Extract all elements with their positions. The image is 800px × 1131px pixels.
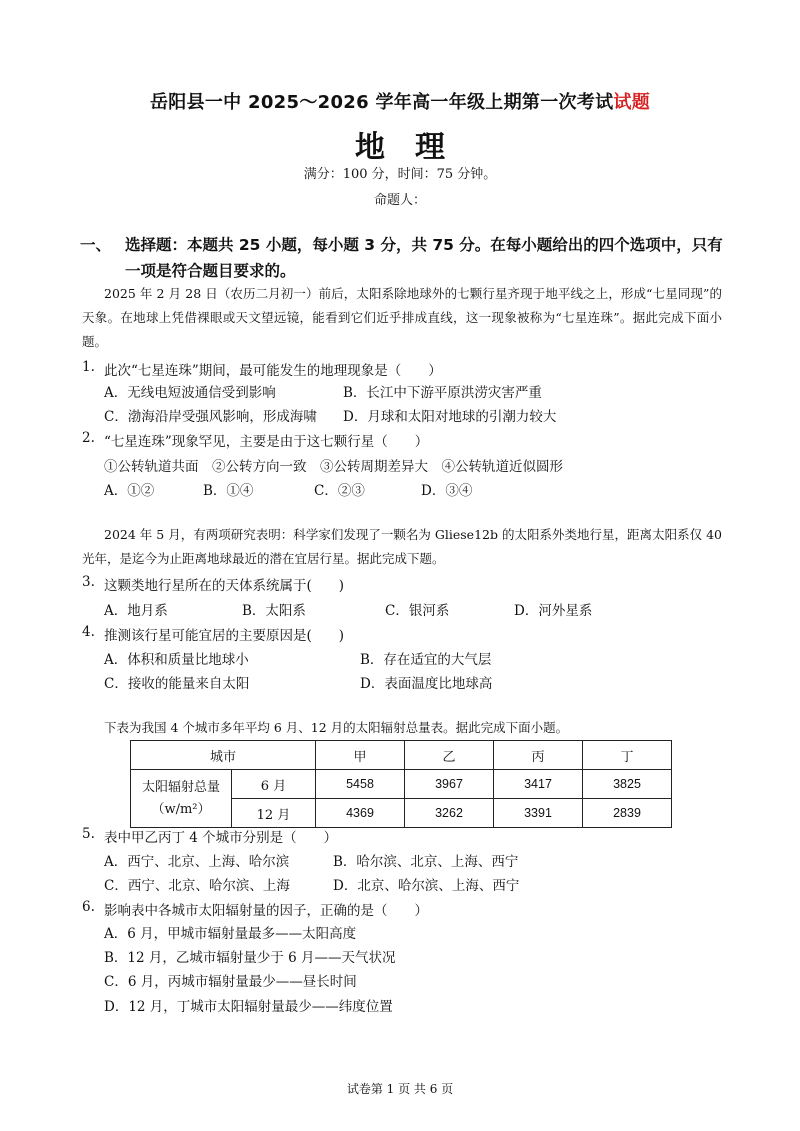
question-3-number: 3. [82,574,95,590]
question-4-option-a: A．体积和质量比地球小 [104,652,249,668]
table-cell: 3262 [405,799,494,828]
question-4-option-c: C．接收的能量来自太阳 [104,676,250,692]
score-time-info: 满分：100 分，时间：75 分钟。 [303,167,497,182]
section-number: 一、 [80,236,112,254]
passage-intro-1: 2025 年 2 月 28 日（农历二月初一）前后，太阳系除地球外的七颗行星齐现于地平线之上，形成“七星同现”的天象。在地球上凭借裸眼或天文望远镜，能看到它们近乎排成直线，这一现象被称为“七星连珠”。据此完成下面小题。 [82,286,722,349]
table-row-label [131,770,232,828]
question-2-items: ①公转轨道共面 ②公转方向一致 ③公转周期差异大 ④公转轨道近似圆形 [104,459,563,475]
question-1-option-d: D．月球和太阳对地球的引潮力较大 [343,409,557,425]
question-4-stem: 推测该行星可能宜居的主要原因是( ) [104,628,345,644]
question-3-option-b: B．太阳系 [242,603,306,619]
question-5-option-b: B．哈尔滨、北京、上海、西宁 [333,854,519,870]
table-cell: 3967 [405,770,494,799]
question-6-number: 6. [82,899,95,915]
table-cell: 3417 [494,770,583,799]
question-3-stem: 这颗类地行星所在的天体系统属于( ) [104,578,345,594]
question-3-option-a: A．地月系 [104,603,168,619]
question-4-option-d: D．表面温度比地球高 [360,676,493,692]
question-2-option-a: A．①② [104,483,155,499]
question-6-stem: 影响表中各城市太阳辐射量的因子，正确的是（ ） [104,903,428,919]
page-footer: 试卷第 1 页 共 6 页 [346,1082,454,1096]
question-1-option-b: B．长江中下游平原洪涝灾害严重 [343,385,542,401]
question-1-option-c: C．渤海沿岸受强风影响，形成海啸 [104,409,317,425]
table-month-dec: 12 月 [232,799,316,828]
passage-intro-3: 下表为我国 4 个城市多年平均 6 月、12 月的太阳辐射总量表。据此完成下面小题。 [104,720,569,735]
table-row-label-unit: （w/m²） [151,801,211,817]
question-6-option-c: C．6 月，丙城市辐射量最少——昼长时间 [104,974,357,990]
section-instruction-line2: 一项是符合题目要求的。 [125,262,296,280]
question-5-stem: 表中甲乙丙丁 4 个城市分别是（ ） [104,830,338,846]
question-2-option-c: C．②③ [314,483,365,499]
question-5-option-a: A．西宁、北京、上海、哈尔滨 [104,854,290,870]
table-cell: 3825 [583,770,672,799]
table-header-ding: 丁 [583,741,672,770]
question-4-number: 4. [82,624,95,640]
subject-title: 地 理 [355,130,445,165]
question-2-option-d: D．③④ [421,483,473,499]
question-3-option-c: C．银河系 [385,603,450,619]
question-1-option-a: A．无线电短波通信受到影响 [104,385,276,401]
question-3-option-d: D．河外星系 [514,603,593,619]
question-2-number: 2. [82,430,95,446]
question-1-number: 1. [82,359,95,375]
table-header-yi: 乙 [405,741,494,770]
question-6-option-a: A．6 月，甲城市辐射量最多——太阳高度 [104,926,357,942]
table-cell: 2839 [583,799,672,828]
question-4-option-b: B．存在适宜的大气层 [360,652,492,668]
passage-intro-2: 2024 年 5 月，有两项研究表明：科学家们发现了一颗名为 Gliese12b 的太阳系外类地行星，距离太阳系仅 40 光年，是迄今为止距离地球最近的潜在宜居行星。据此完成下题。 [82,527,722,566]
table-cell: 4369 [316,799,405,828]
question-2-stem: “七星连珠”现象罕见，主要是由于这七颗行星（ ） [104,434,429,450]
question-6-option-b: B．12 月，乙城市辐射量少于 6 月——天气状况 [104,950,396,966]
table-cell: 5458 [316,770,405,799]
question-5-option-d: D．北京、哈尔滨、上海、西宁 [333,878,520,894]
exam-title-main: 岳阳县一中 2025～2026 学年高一年级上期第一次考试 [149,92,614,113]
table-row [131,770,672,799]
table-header-jia: 甲 [316,741,405,770]
table-month-jun: 6 月 [232,770,316,799]
table-header-bing: 丙 [494,741,583,770]
question-5-number: 5. [82,826,95,842]
table-header-city: 城市 [131,741,316,770]
question-6-option-d: D．12 月，丁城市太阳辐射量最少——纬度位置 [104,999,393,1015]
question-5-option-c: C．西宁、北京、哈尔滨、上海 [104,878,290,894]
author-line: 命题人： [373,193,426,208]
question-2-option-b: B．①④ [203,483,254,499]
exam-title-red: 试题 [613,92,651,113]
radiation-table [130,740,672,828]
table-cell: 3391 [494,799,583,828]
exam-title [0,88,800,114]
question-1-stem: 此次“七星连珠”期间，最可能发生的地理现象是（ ） [104,363,442,379]
table-row-label-text: 太阳辐射总量 [141,779,220,795]
section-instruction-line1: 选择题：本题共 25 小题，每小题 3 分，共 75 分。在每小题给出的四个选项中，只有 [125,236,723,254]
table-header-row [131,741,672,770]
